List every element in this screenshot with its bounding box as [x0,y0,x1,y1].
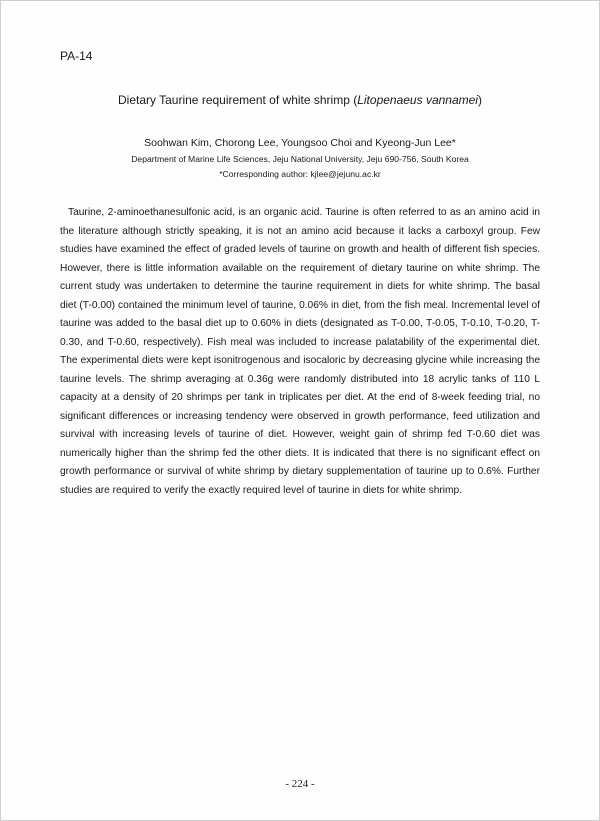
abstract-code: PA-14 [60,49,93,63]
title-close: ) [477,93,482,107]
abstract-body: Taurine, 2-aminoethanesulfonic acid, is an organic acid. Taurine is often referred to as an amino acid in the literature although strictly speaking, it is not an amino acid because it lacks a carboxyl group. Few studies have examined the effect of graded levels of taurine on growth and health of different fish species. However, there is little information available on the requirement of dietary taurine on white shrimp. The current study was undertaken to determine the taurine requirement in diets for white shrimp. The basal diet (T-0.00) contained the minimum level of taurine, 0.06% in diet, from the fish meal. Incremental level of taurine was added to the basal diet up to 0.60% in diets (designated as T-0.00, T-0.05, T-0.10, T-0.20, T-0.30, and T-0.60, respectively). Fish meal was included to increase palatability of the experimental diet. The experimental diets were kept isonitrogenous and isocaloric by decreasing glycine while increasing the taurine levels. The shrimp averaging at 0.36g were randomly distributed into 18 acrylic tanks of 110 L capacity at a density of 20 shrimps per tank in triplicates per diet. At the end of 8-week feeding trial, no significant differences or increasing tendency were observed in growth performance, feed utilization and survival with increasing levels of taurine of diet. However, weight gain of shrimp fed T-0.60 diet was numerically higher than the shrimp fed the other diets. It is indicated that there is no significant effect on growth performance or survival of white shrimp by dietary supplementation of taurine up to 0.6%. Further studies are required to verify the exactly required level of taurine in diets for white shrimp. [60,207,540,496]
title-species: Litopenaeus vannamei [357,93,478,107]
page-number: - 224 - [285,778,315,790]
title-main: Dietary Taurine requirement of white shrimp ( [118,93,358,107]
corresponding-author: *Corresponding author: kjlee@jejunu.ac.kr [219,169,381,179]
author-list: Soohwan Kim, Chorong Lee, Youngsoo Choi and Kyeong-Jun Lee* [144,137,456,149]
affiliation: Department of Marine Life Sciences, Jeju National University, Jeju 690-756, South Korea [131,154,469,164]
paper-title [0,92,600,108]
